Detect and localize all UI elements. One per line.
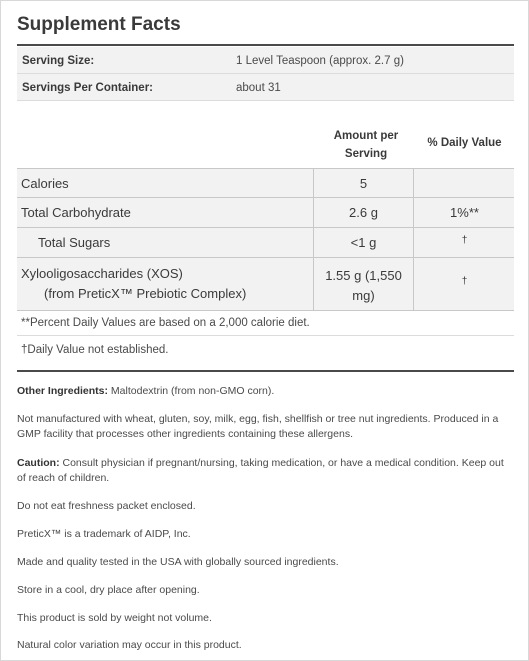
storage-note: Store in a cool, dry place after opening. xyxy=(17,584,200,596)
nutrient-dv xyxy=(415,169,514,197)
table-row xyxy=(17,169,514,198)
serving-size-row xyxy=(17,47,514,74)
nutrient-dv: † xyxy=(461,235,468,246)
weight-note: This product is sold by weight not volume. xyxy=(17,612,212,624)
nutrient-name: Calories xyxy=(21,176,69,191)
daily-value-header: % Daily Value xyxy=(427,137,502,149)
caution-text: Consult physician if pregnant/nursing, taking medication, or have a medical condition. Keep out of reach of children. xyxy=(17,457,504,484)
nutrient-dv: 1%** xyxy=(450,205,479,220)
nutrient-amount: 2.6 g xyxy=(314,198,414,227)
servings-per-container-label: Servings Per Container: xyxy=(22,82,154,94)
made-in-note: Made and quality tested in the USA with globally sourced ingredients. xyxy=(17,556,339,568)
nutrient-name-sub: (from PreticX™ Prebiotic Complex) xyxy=(44,286,247,301)
servings-per-container-row xyxy=(17,74,514,101)
serving-size-label: Serving Size: xyxy=(22,55,95,67)
nutrient-dv: † xyxy=(461,276,468,287)
table-row xyxy=(17,228,514,258)
nutrient-name: Total Sugars xyxy=(38,235,111,250)
freshness-packet-note: Do not eat freshness packet enclosed. xyxy=(17,500,196,512)
nutrient-amount: <1 g xyxy=(314,228,414,257)
facts-bottom-divider xyxy=(17,370,514,372)
page-title: Supplement Facts xyxy=(17,14,181,35)
percent-dv-footnote: **Percent Daily Values are based on a 2,000 calorie diet. xyxy=(21,317,310,329)
dv-not-established-footnote: †Daily Value not established. xyxy=(21,344,169,356)
amount-per-serving-header xyxy=(321,127,411,163)
nutrient-amount xyxy=(314,258,414,310)
other-ingredients xyxy=(17,384,514,399)
title-divider xyxy=(17,44,514,46)
nutrient-amount-line1: 1.55 g (1,550 xyxy=(325,268,402,283)
caution-label: Caution: xyxy=(17,457,60,469)
other-ingredients-text: Maltodextrin (from non-GMO corn). xyxy=(108,385,275,397)
footnote-divider xyxy=(17,335,514,336)
other-ingredients-label: Other Ingredients: xyxy=(17,385,109,397)
nutrient-amount: 5 xyxy=(314,169,414,197)
serving-size-value: 1 Level Teaspoon (approx. 2.7 g) xyxy=(236,55,404,67)
table-row xyxy=(17,258,514,311)
nutrient-name: Total Carbohydrate xyxy=(21,205,131,220)
trademark-note: PreticX™ is a trademark of AIDP, Inc. xyxy=(17,528,191,540)
amount-header-line2: Serving xyxy=(344,148,388,160)
nutrient-table xyxy=(17,168,514,311)
nutrient-name: Xylooligosaccharides (XOS) xyxy=(21,266,183,281)
color-variation-note: Natural color variation may occur in this product. xyxy=(17,639,242,651)
table-row xyxy=(17,198,514,228)
allergen-statement: Not manufactured with wheat, gluten, soy, milk, egg, fish, shellfish or tree nut ingredients. Produced in a GMP facility that processes other ingredients containing these allergens. xyxy=(17,413,499,440)
nutrient-amount-line2: mg) xyxy=(352,288,375,303)
servings-per-container-value: about 31 xyxy=(236,82,281,94)
caution-statement xyxy=(17,456,514,486)
amount-header-line1: Amount per xyxy=(333,130,399,142)
